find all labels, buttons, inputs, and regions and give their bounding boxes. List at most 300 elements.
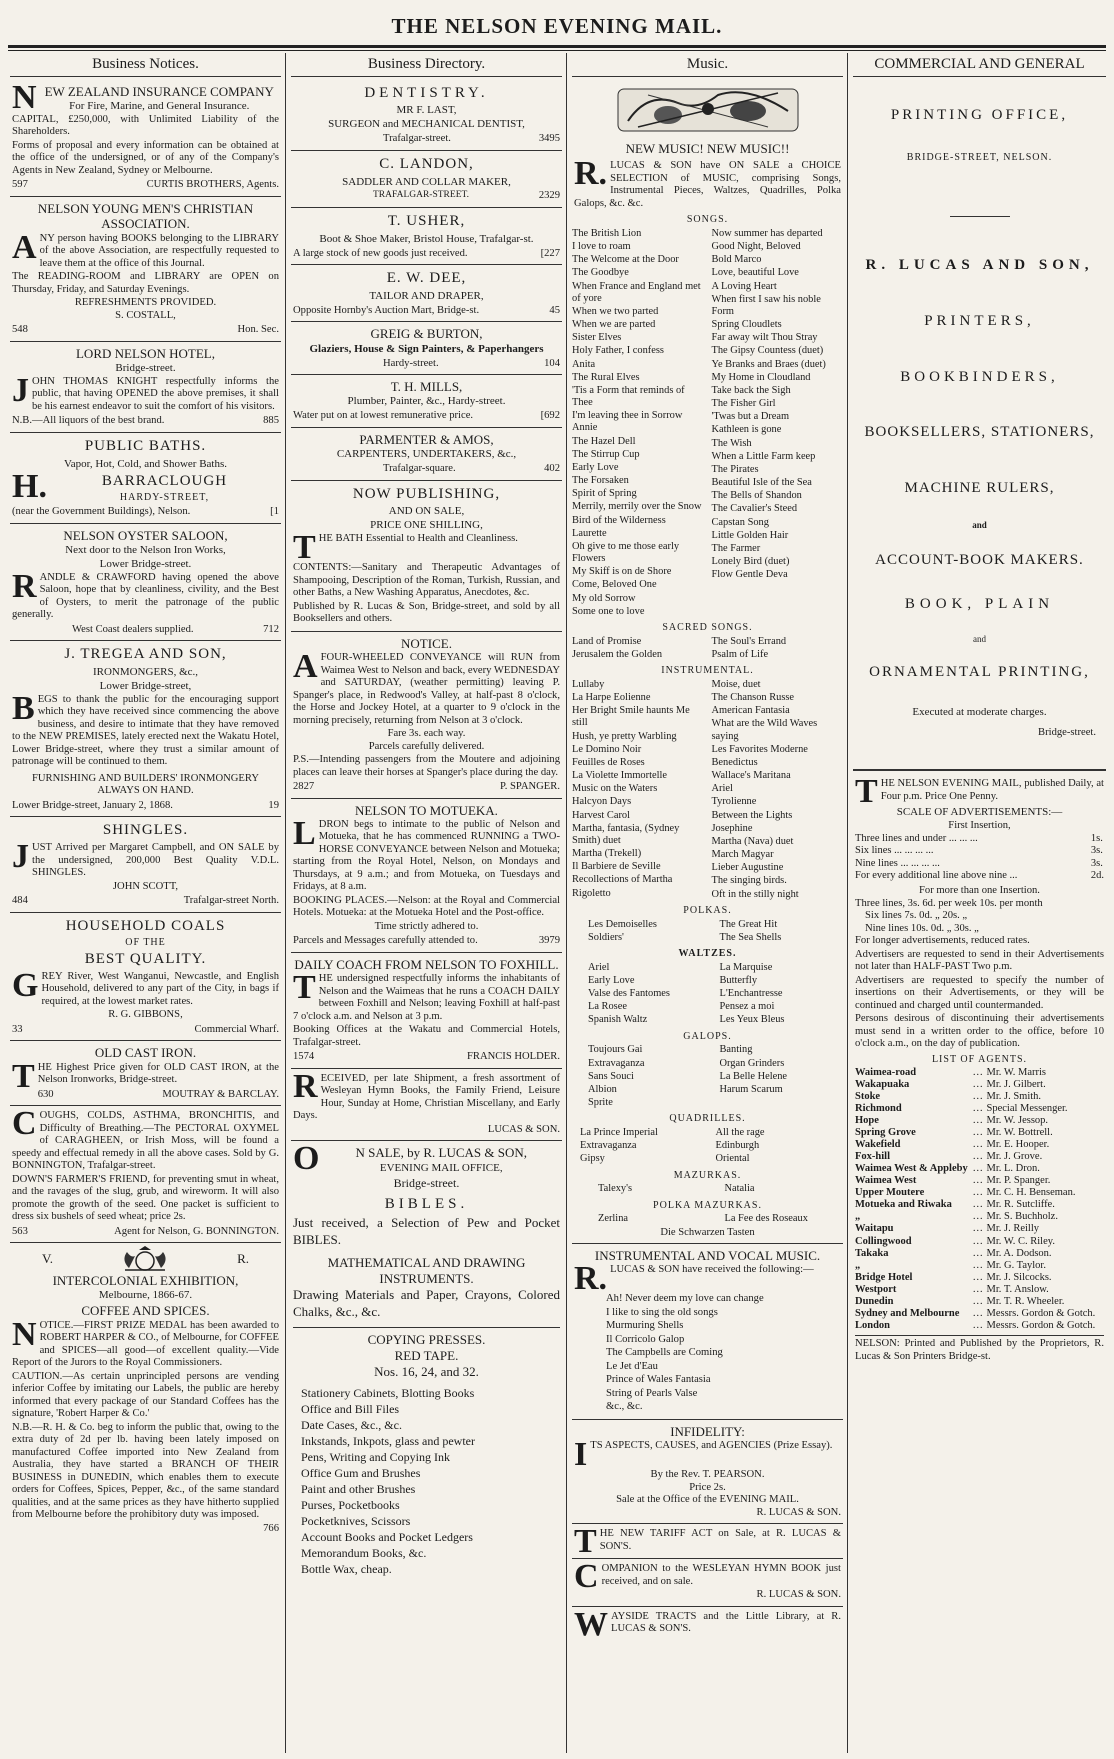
ad-text: Price 2s. [689, 1481, 726, 1493]
piece-title: Le Domino Noir [572, 743, 642, 755]
agent-name: Mr. P. Spanger. [986, 1175, 1051, 1187]
agent-name: Mr. J. Smith. [986, 1090, 1042, 1102]
ad-old-cast-iron [10, 1041, 281, 1106]
ad-shingles [10, 817, 281, 912]
song-title: The Soul's Errand [711, 635, 787, 647]
agent-place: Waimea West & Appleby [855, 1163, 968, 1175]
ad-text: (near the Government Buildings), Nelson. [12, 506, 191, 518]
column-printing-office [853, 53, 1106, 1753]
ad-conveyance [291, 632, 562, 799]
song-title: Jerusalem the Golden [572, 648, 663, 660]
stationery-item: Account Books and Pocket Ledgers [301, 1529, 473, 1544]
ad-text: Time strictly adhered to. [374, 920, 479, 932]
instrumental-list [572, 678, 843, 902]
piece-title: Extravaganza [588, 1057, 645, 1069]
song-title: Ye Branks and Braes (duet) [711, 358, 826, 370]
piece-title: La Rosee [588, 1001, 627, 1013]
ad-signature: LUCAS & SON. [487, 1123, 560, 1135]
agent-place: Sydney and Melbourne [855, 1307, 960, 1319]
piece-title: Hush, ye pretty Warbling [572, 730, 677, 742]
agent-place: „ [855, 1259, 861, 1271]
ad-text: OTICE.—FIRST PRIZE MEDAL has been awarded to ROBERT HARPER & CO., of Melbourne, for COFFEE and SPICES—all good—of excellent quality.—Vide Report of the Jurors to the Royal Commissioners. [12, 1319, 279, 1369]
ad-signature: FRANCIS HOLDER. [466, 1051, 560, 1063]
piece-title: Ah! Never deem my love can change [606, 1293, 764, 1305]
leader-dots: … [972, 1259, 983, 1271]
piece-title: All the rage [715, 1127, 765, 1139]
ad-text: CAUTION.—As certain unprincipled persons are vending inferior Coffee by imitating our Labels, the public are hereby informed that every package of our Standard Coffees has the signature, 'Robert Harper & Co.' [12, 1370, 279, 1420]
ad-number: 885 [263, 415, 279, 427]
agent-place: Waimea-road [855, 1066, 917, 1078]
piece-title: Recollections of Martha [572, 874, 673, 886]
song-title: The Goodbye [572, 267, 629, 279]
column-music [572, 53, 843, 1753]
ad-title: E. W. DEE, [386, 270, 467, 287]
leader-dots: … [972, 1175, 983, 1187]
stationery-item: Stationery Cabinets, Blotting Books [301, 1385, 475, 1400]
ad-signature: CURTIS BROTHERS, Agents. [146, 179, 279, 191]
section-heading: QUADRILLES. [669, 1113, 746, 1125]
piece-title: L'Enchantresse [719, 988, 783, 1000]
song-title: My Home in Cloudland [711, 371, 811, 383]
song-title: A Loving Heart [711, 280, 777, 292]
ad-text: Forms of proposal and every information can be obtained at the office of the undersigned, or of any of the Company's Agents in New Zealand, Sydney or Melbourne. [12, 139, 279, 176]
conjunction: and [972, 519, 987, 530]
song-title: 'Tis a Form that reminds of Thee [572, 384, 685, 409]
song-title: Sister Elves [572, 332, 622, 344]
piece-title: Benedictus [711, 756, 758, 768]
ad-number: 563 [12, 1225, 28, 1237]
piece-title: Butterfly [719, 974, 758, 986]
ad-title: EW ZEALAND INSURANCE COMPANY [44, 83, 274, 99]
piece-title: Il Barbiere de Seville [572, 861, 661, 873]
ad-the-bath [291, 481, 562, 632]
ad-text: Booking Offices at the Wakatu and Commercial Hotels, Trafalgar-street. [293, 1024, 560, 1048]
piece-title: What are the Wild Waves saying [711, 718, 818, 742]
agent-place: Waimea West [855, 1175, 917, 1187]
polka-mazurkas-list [572, 1212, 843, 1226]
song-title: My Skiff is on de Shore [572, 566, 672, 578]
ad-text: OMPANION to the WESLEYAN HYMN BOOK just received, and on sale. [601, 1563, 841, 1587]
piece-title: Murmuring Shells [606, 1320, 684, 1332]
piece-title: Oriental [715, 1153, 750, 1165]
ad-text: N.B.—R. H. & Co. beg to inform the public that, owing to the extra duty of 2d per lb. having been lately imposed on manufactured Coffee imported into New Zealand from Australia, they have started a BRANCH OF THEIR BUSINESS in DUNEDIN, which enables them to execute orders for Coffees, Spices, Pepper, &c., of the same standard qualities, and at the same prices as they have hitherto supplied from Melbourne before the prohibitory duty was imposed. [12, 1421, 279, 1521]
song-title: The Cavalier's Steed [711, 503, 798, 515]
ad-text: Water put on at lowest remunerative price. [293, 410, 474, 422]
vocal-list [574, 1293, 841, 1414]
rate-price: 3s. [1090, 845, 1103, 857]
ad-coffee-spices [10, 1243, 281, 1539]
leader-dots: … [972, 1271, 983, 1283]
song-title: Anita [572, 358, 596, 370]
ad-title: HOUSEHOLD COALS [65, 917, 226, 934]
leader-dots: … [972, 1066, 983, 1078]
dropcap: R [12, 567, 37, 605]
column-divider [847, 53, 848, 1753]
ad-subtitle: Nos. 16, 24, and 32. [374, 1364, 479, 1380]
ad-address: Hardy-street. [383, 357, 439, 369]
dropcap: T [293, 969, 316, 1007]
song-title: The Fisher Girl [711, 398, 776, 410]
ad-subtitle: Next door to the Nelson Iron Works, [65, 543, 226, 556]
ad-signature: R. LUCAS & SON. [756, 1506, 841, 1518]
dropcap: L [293, 814, 316, 852]
piece-title: Talexy's [598, 1183, 633, 1195]
ad-text: LUCAS & SON have received the following:— [610, 1264, 814, 1276]
ad-subtitle: PRICE ONE SHILLING, [370, 519, 483, 532]
ad-text: Just received, a Selection of Pew and Pocket BIBLES. [293, 1215, 560, 1248]
ad-number: 630 [37, 1088, 54, 1100]
piece-title: Natalia [724, 1183, 755, 1195]
ad-signature: R. LUCAS & SON. [756, 1589, 841, 1601]
ad-title: RED TAPE. [394, 1347, 459, 1363]
agent-place: „ [855, 1211, 861, 1223]
ad-number: 548 [12, 324, 28, 336]
rate-price: 2d. [1090, 869, 1104, 881]
song-title: Love, beautiful Love [711, 267, 799, 279]
piece-title: Wallace's Maritana [711, 770, 791, 782]
conjunction: and [973, 633, 986, 644]
song-title: 'Twas but a Dream [711, 411, 790, 423]
ad-title: C. LANDON, [379, 155, 474, 172]
ad-signature: R. G. GIBBONS, [108, 1009, 183, 1021]
ad-title: GREIG & BURTON, [370, 326, 483, 342]
piece-title: Music on the Waters [572, 783, 658, 795]
ad-title: J. TREGEA AND SON, [64, 646, 227, 663]
polkas-list [572, 918, 843, 945]
piece-title: La Violette Immortelle [572, 770, 667, 782]
ad-text: NY person having BOOKS belonging to the LIBRARY of the above Association, are respectfully requested to leave them at the office of this Journal. [39, 232, 279, 269]
ad-text: AYSIDE TRACTS and the Little Library, at R. LUCAS & SON'S. [611, 1610, 841, 1635]
service-book-plain: BOOK, PLAIN [904, 595, 1055, 612]
ad-text: Sale at the Office of the EVENING MAIL. [616, 1494, 799, 1506]
ad-number: 45 [549, 304, 560, 316]
ad-text: Advertisers are requested to send in their Advertisements not later than HALF-PAST Two p.m. [855, 948, 1104, 973]
stationery-item: Office Gum and Brushes [301, 1465, 421, 1480]
dir-dentistry [291, 80, 562, 151]
ad-name: MR F. LAST, [396, 104, 457, 117]
ad-address: Commercial Wharf. [194, 1023, 279, 1035]
agent-place: Stoke [855, 1090, 881, 1102]
song-title: Kathleen is gone [711, 424, 782, 436]
piece-title: Organ Grinders [719, 1057, 785, 1069]
ad-title: T. H. MILLS, [390, 379, 463, 395]
ad-text: HE BATH Essential to Health and Cleanliness. [318, 533, 518, 545]
service-booksellers: BOOKSELLERS, STATIONERS, [864, 424, 1095, 441]
ad-oyster-saloon [10, 524, 281, 642]
ad-household-coals [10, 913, 281, 1042]
ad-text: EGS to thank the public for the encouraging support which they have received since commencing the above business, and desire to intimate that they have removed to the NEW PREMISES, lately erected next the Wakatu Hotel, Lower Bridge-street, where they trust a similar amount of patronage will be continued to them. [12, 693, 279, 768]
leader-dots: … [972, 1126, 983, 1138]
song-title: Far away wilt Thou Stray [711, 332, 818, 344]
ad-number: 3979 [538, 935, 560, 947]
piece-title: Les Yeux Bleus [719, 1014, 785, 1026]
ad-title: DAILY COACH FROM NELSON TO FOXHILL. [294, 956, 559, 972]
leader-dots: … [972, 1090, 983, 1102]
leader-dots: … [972, 1139, 983, 1150]
ad-address: TRAFALGAR-STREET. [373, 190, 469, 201]
agent-place: Hope [855, 1114, 879, 1126]
agent-name: Mr. T. Anslow. [986, 1283, 1049, 1295]
ad-title: N SALE, by R. LUCAS & SON, [355, 1145, 527, 1161]
song-title: Land of Promise [572, 635, 642, 647]
mazurkas-list [572, 1182, 843, 1196]
ad-number: 766 [263, 1522, 279, 1534]
piece-title: Extravaganza [580, 1140, 637, 1152]
section-heading: WALTZES. [678, 947, 737, 959]
piece-title: Toujours Gai [588, 1044, 643, 1056]
firm-name: R. LUCAS AND SON, [865, 257, 1094, 274]
ad-title: NELSON TO MOTUEKA. [355, 802, 498, 818]
ad-text: V. [42, 1251, 53, 1267]
agent-name: Mr. J. Gilbert. [986, 1078, 1046, 1090]
song-title: Bird of the Wilderness [572, 514, 666, 526]
song-title: Now summer has departed [711, 227, 823, 239]
ad-subtitle: SCALE OF ADVERTISEMENTS:— [896, 806, 1063, 819]
piece-title: Il Corricolo Galop [606, 1333, 685, 1345]
ad-number: 19 [268, 799, 279, 811]
ad-title: BIBLES. [384, 1195, 469, 1212]
song-title: The Farmer [711, 542, 761, 554]
ad-text: Persons desirous of discontinuing their advertisements must send in a written order to the office, before 10 o'clock a.m., on the day of publication. [855, 1013, 1104, 1050]
song-title: Psalm of Life [711, 648, 769, 660]
leader-dots: … [972, 1283, 983, 1295]
piece-title: Ariel [588, 961, 610, 973]
section-heading: SONGS. [686, 214, 729, 226]
song-title: When a Little Farm keep [711, 450, 816, 462]
ad-text: HE NELSON EVENING MAIL, published Daily, at Four p.m. Price One Penny. [880, 778, 1104, 802]
dropcap: H. [12, 467, 47, 505]
dropcap: T [293, 529, 316, 567]
dropcap: J [12, 838, 29, 876]
ad-address: Trafalgar-square. [383, 463, 456, 475]
ad-text: HE undersigned respectfully informs the inhabitants of Nelson and the Waimeas that he runs a COACH DAILY between Foxhill and Nelson; leaving Foxhill at half-past 7 o'clock a.m. and Nelson at 3 p.m. [293, 973, 560, 1022]
ad-role: SADDLER AND COLLAR MAKER, [342, 175, 511, 188]
song-title: Merrily, merrily over the Snow [572, 501, 702, 513]
agent-place: Waitapu [855, 1223, 894, 1235]
piece-title: The Sea Shells [719, 931, 782, 943]
ad-address: Trafalgar-street. [383, 133, 451, 145]
ad-text: FOUR-WHEELED CONVEYANCE will RUN from Waimea West to Nelson and back, every WEDNESDAY and SATURDAY, (weather permitting) leaving P. Spanger's place, in Redwood's Valley, at half-past 8 o'clock, the Horse and Jockey Hotel, at a quarter to 9 o'clock in the morning precisely, returning from Nelson at 3 o'clock. [293, 652, 560, 726]
ad-number: 484 [12, 895, 28, 907]
ad-infidelity [572, 1420, 843, 1524]
ad-text: OHN THOMAS KNIGHT respectfully informs the public, that having OPENED the above premises, it shall be his earnest endeavor to suit the comfort of his visitors. [32, 375, 279, 412]
address: Bridge-street. [1038, 726, 1096, 738]
song-title: The Hazel Dell [572, 435, 636, 447]
ad-number: [1 [270, 506, 279, 518]
dropcap: R. [574, 155, 608, 193]
piece-title: La Fee des Roseaux [724, 1213, 808, 1225]
stationery-item: Inkstands, Inkpots, glass and pewter [301, 1433, 475, 1448]
ad-number: 33 [12, 1023, 23, 1035]
agent-name: Mr. E. Hooper. [986, 1139, 1050, 1150]
ad-text: OUGHS, COLDS, ASTHMA, BRONCHITIS, and Difficulty of Breathing.—The PECTORAL OXYMEL of CARAGHEEN, or Irish Moss, will be found a speedy and effectual remedy in all the above cases. Sold by G. BONNINGTON, Trafalgar-street. [12, 1110, 279, 1172]
dir-parmenter-amos [291, 428, 562, 481]
section-heading: GALOPS. [683, 1030, 732, 1042]
piece-title: Martha (Trekell) [572, 848, 642, 860]
song-title: Spirit of Spring [572, 488, 637, 500]
ad-subtitle: AND ON SALE, [388, 505, 465, 518]
ad-title: NELSON OYSTER SALOON, [63, 527, 228, 543]
ad-subtitle: EVENING MAIL OFFICE, [379, 1161, 503, 1174]
song-title: When France and England met of yore [572, 280, 701, 304]
piece-title: String of Pearls Valse [606, 1387, 698, 1399]
piece-title: Les Favorites Moderne [711, 743, 808, 755]
piece-title: Edinburgh [715, 1140, 760, 1152]
stationery-list [293, 1386, 560, 1577]
agent-name: Mr. J. Grove. [986, 1151, 1043, 1163]
piece-title: Valse des Fantomes [588, 988, 670, 1000]
song-title: I'm leaving thee in Sorrow Annie [572, 410, 683, 434]
new-music-heading: NEW MUSIC! NEW MUSIC!! [625, 140, 790, 156]
song-title: The Pirates [711, 463, 759, 475]
ad-on-sale-lucas [291, 1141, 562, 1581]
rate-label: Nine lines ... ... ... ... [855, 857, 940, 869]
stationery-item: Purses, Pocketbooks [301, 1497, 400, 1512]
section-heading: INSTRUMENTAL. [661, 665, 754, 677]
column-heading: Business Directory. [291, 53, 562, 77]
service-account-books: ACCOUNT-BOOK MAKERS. [875, 552, 1084, 569]
piece-title: Early Love [588, 974, 635, 986]
ad-text: FURNISHING AND BUILDERS' IRONMONGERY ALWAYS ON HAND. [31, 772, 260, 797]
agent-name: Mr. T. R. Wheeler. [986, 1295, 1065, 1307]
dropcap: T [574, 1523, 597, 1561]
song-title: Spring Cloudlets [711, 319, 782, 331]
dropcap: B [12, 689, 35, 727]
agent-name: Messrs. Gordon & Gotch. [986, 1307, 1096, 1319]
section-heading: POLKA MAZURKAS. [653, 1199, 762, 1211]
ad-role: Glaziers, House & Sign Painters, & Paperhangers [309, 342, 544, 355]
ad-text: For more than one Insertion. [919, 885, 1040, 897]
dropcap: A [12, 228, 37, 266]
column-divider [566, 53, 567, 1753]
piece-title: March Magyar [711, 849, 774, 861]
ad-text: Six lines 7s. 0d. „ 20s. „ [865, 910, 968, 922]
song-title: Beautiful Isle of the Sea [711, 477, 812, 489]
ad-text: DOWN'S FARMER'S FRIEND, for preventing smut in wheat, and the ravages of the slug, grub, and wireworm. It will also promote the growth of the seed. One packet is sufficient to dress six bushels of seed wheat; price 2s. [12, 1173, 279, 1223]
piece-title: Moise, duet [711, 678, 761, 690]
piece-title: The Great Hit [719, 918, 778, 930]
song-title: The Bells of Shandon [711, 490, 802, 502]
ad-subtitle: OF THE [125, 937, 166, 949]
piece-title: La Harpe Eolienne [572, 692, 651, 704]
ad-text: DRON begs to intimate to the public of Nelson and Motueka, that he has commenced RUNNING a TWO-HORSE CONVEYANCE between Nelson and Motueka; starting from the Royal Hotel, Nelson, on Mondays and Thursdays, at 9 a.m.; and from Motueka, on Tuesdays and Fridays, at 8 a.m. [293, 818, 560, 893]
agent-place: Motueka and Riwaka [855, 1199, 952, 1211]
ad-text: By the Rev. T. PEARSON. [650, 1469, 765, 1481]
leader-dots: … [972, 1319, 983, 1331]
ad-signature: MOUTRAY & BARCLAY. [162, 1088, 279, 1100]
ad-title: INSTRUMENTAL AND VOCAL MUSIC. [594, 1248, 821, 1264]
piece-title: Prince of Wales Fantasia [606, 1374, 711, 1386]
dropcap: W [574, 1605, 608, 1643]
dropcap: C [574, 1558, 599, 1596]
agent-name: Mr. S. Buchholz. [986, 1211, 1058, 1223]
piece-title: Gipsy [580, 1153, 605, 1165]
leader-dots: … [972, 1163, 983, 1175]
piece-title: Lullaby [572, 678, 605, 690]
ad-role: TAILOR AND DRAPER, [369, 289, 484, 302]
agent-place: Wakefield [855, 1139, 901, 1150]
ad-text: Fare 3s. each way. [387, 728, 466, 740]
song-title: The Gipsy Countess (duet) [711, 345, 824, 357]
ad-text: First Insertion, [948, 820, 1011, 832]
leader-dots: … [972, 1235, 983, 1247]
service-printers: PRINTERS, [924, 312, 1035, 329]
piece-title: La Prince Imperial [580, 1127, 658, 1139]
ad-title: MATHEMATICAL AND DRAWING INSTRUMENTS. [327, 1255, 526, 1286]
agent-place: Westport [855, 1283, 897, 1295]
ad-text: R. [237, 1251, 249, 1267]
song-title: Early Love [572, 461, 619, 473]
song-title: I love to roam [572, 240, 631, 252]
ad-text: ANDLE & CRAWFORD having opened the above Saloon, hope that by cleanliness, civility, and the Best of Oysters, to merit the patronage of the public generally. [12, 571, 279, 621]
song-title: Flow Gentle Deva [711, 569, 788, 581]
leader-dots: … [972, 1151, 983, 1163]
agent-place: Takaka [855, 1247, 889, 1259]
ad-subtitle: Bridge-street. [115, 361, 176, 374]
ad-street: HARDY-STREET, [119, 492, 210, 504]
ad-number: 2827 [293, 781, 315, 793]
stationery-item: Office and Bill Files [301, 1401, 400, 1416]
agent-place: Dunedin [855, 1295, 894, 1307]
ad-text: Nine lines 10s. 0d. „ 30s. „ [865, 922, 979, 934]
ad-wayside-tracts [572, 1607, 843, 1641]
ad-date: Lower Bridge-street, January 2, 1868. [12, 799, 173, 811]
stationery-item: Pens, Writing and Copying Ink [301, 1449, 450, 1464]
dir-landon [291, 151, 562, 208]
agent-name: Messrs. Gordon & Gotch. [986, 1319, 1096, 1331]
agent-name: Mr. W. Jessop. [986, 1114, 1049, 1126]
ad-title: NOW PUBLISHING, [352, 485, 501, 502]
ad-text: Parcels and Messages carefully attended to. [293, 935, 478, 947]
ad-text: N.B.—All liquors of the best brand. [12, 415, 165, 427]
dir-dee [291, 265, 562, 322]
agents-list [855, 1067, 1104, 1332]
ad-nz-insurance [10, 80, 281, 197]
piece-title: Banting [719, 1044, 753, 1056]
song-title: Oh give to me those early Flowers [572, 540, 680, 565]
song-title: Holy Father, I confess [572, 345, 664, 357]
piece-title: &c., &c. [606, 1401, 643, 1413]
ad-lord-nelson-hotel [10, 342, 281, 433]
ad-title: PARMENTER & AMOS, [359, 431, 494, 447]
column-heading: Music. [572, 53, 843, 77]
ad-number: 1574 [293, 1051, 315, 1063]
song-title: My old Sorrow [572, 592, 636, 604]
piece-title: I like to sing the old songs [606, 1306, 718, 1318]
leader-dots: … [972, 1187, 983, 1199]
ad-text: REFRESHMENTS PROVIDED. [74, 297, 217, 309]
piece-title: Tyrolienne [711, 796, 757, 808]
piece-title: Lieber Augustine [711, 862, 784, 874]
rate-price: 3s. [1090, 857, 1103, 869]
agent-place: Fox-hill [855, 1151, 891, 1163]
ad-evening-mail-terms [853, 769, 1106, 1368]
royal-coat-of-arms-icon [115, 1246, 175, 1272]
ad-instrumental-vocal [572, 1243, 843, 1420]
ad-text: A large stock of new goods just received. [293, 247, 468, 259]
agent-name: Mr. A. Dodson. [986, 1247, 1052, 1259]
galops-list [572, 1043, 843, 1110]
ad-title: INFIDELITY: [670, 1423, 745, 1439]
ad-subtitle: IRONMONGERS, &c., [92, 666, 199, 679]
agent-name: Mr. W. Marris [986, 1066, 1047, 1078]
ad-public-baths [10, 433, 281, 524]
ad-subtitle: Lower Bridge-street. [99, 557, 192, 570]
leader-dots: … [972, 1307, 983, 1319]
piece-title: Sans Souci [588, 1070, 634, 1082]
address: BRIDGE-STREET, NELSON. [906, 152, 1053, 164]
top-rule-thin [8, 50, 1106, 51]
